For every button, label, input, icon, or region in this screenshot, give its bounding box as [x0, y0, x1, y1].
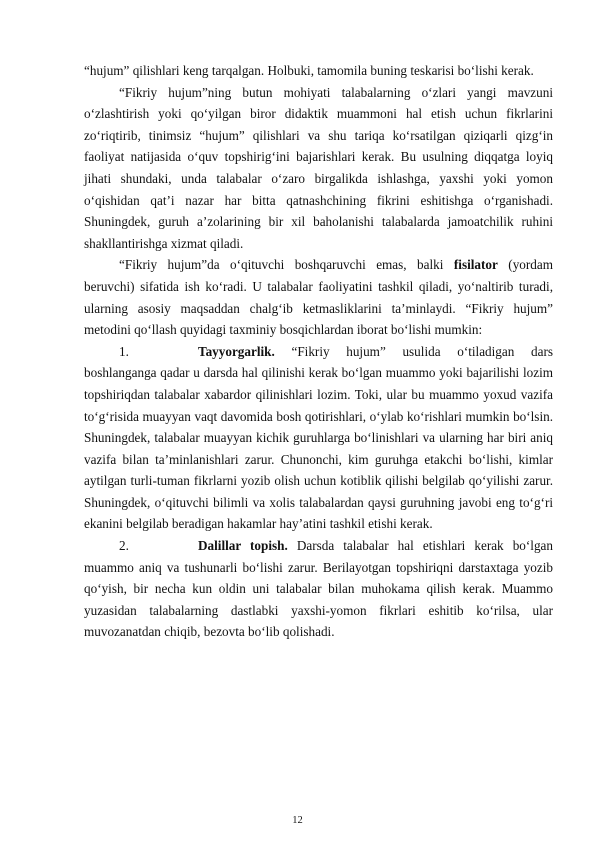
paragraph-3-end: (yordam beruvchi) sifatida ish ko‘radi. U talabalar faoliyatini tashkil qiladi, yo‘naltirib turadi, ularning asosiy maqsaddan chalg‘ib ketmasliklarini ta’minlaydi. “Fikriy hujum” metodini qo‘llash quyidagi taxminiy bosqichlardan iborat bo‘lishi mumkin:: [84, 257, 553, 338]
paragraph-3: [84, 254, 553, 340]
paragraph-3-start: “Fikriy hujum”da o‘qituvchi boshqaruvchi emas, balki: [119, 257, 454, 273]
paragraph-2: “Fikriy hujum”ning butun mohiyati talabalarning o‘zlari yangi mavzuni o‘zlashtirish yoki qo‘yilgan biror didaktik muammoni hal etish uchun fikrlarini zo‘riqtirib, tinimsiz “hujum” qilishlari va shu tariqa ko‘rsatilgan qiziqarli qizg‘in faoliyat natijasida o‘quv topshirig‘ini bajarishlari kerak. Bu usulning diqqatga loyiq jihati shundaki, unda talabalar o‘zaro birgalikda ishlashga, yaxshi yoki yomon o‘qishidan qat’i nazar har bitta qatnashchining fikrini eshitishga o‘rganishadi. Shuningdek, guruh a’zolarining bir xil baholanishi talabalarda jamoatchilik ruhini shakllantirishga xizmat qiladi.: [84, 84, 553, 251]
list-item-2-text: Darsda talabalar hal etishlari kerak bo‘lgan muammo aniq va tushunarli bo‘lishi zarur. Berilayotgan topshiriqni darstaxtaga yozib qo‘yish, bir necha kun oldin uni talabalar bilan muhokama qilish kerak. Muammo yuzasidan talabalarning dastlabki yaxshi-yomon fikrlari eshitib ko‘rilsa, ular muvozanatdan chiqib, bezovta bo‘lib qolishadi.: [84, 538, 553, 640]
list-item-2-title: Dalillar topish.: [198, 538, 288, 554]
paragraph-1: “hujum” qilishlari keng tarqalgan. Holbuki, tamomila buning teskarisi bo‘lishi kerak.: [84, 63, 534, 78]
page-number: 12: [292, 815, 303, 826]
list-item-1-text: “Fikriy hujum” usulida o‘tiladigan dars boshlanganga qadar u darsda hal qilinishi kerak bo‘lgan muammo yoki bajarilishi lozim topshiriqdan talabalar xabardor qilinishlari lozim. Toki, ular bu muammo yoxud vazifa to‘g‘risida muayyan vaqt davomida bosh qotirishlari, o‘ylab ko‘rishlari mumkin bo‘lsin. Shuningdek, talabalar muayyan kichik guruhlarga bo‘linishlari va ularning har biri aniq vazifa bilan ta’minlanishlari zarur. Chunonchi, kim guruhga etakchi bo‘lishi, kimlar aytilgan turli-tuman fikrlarni yozib olish uchun kotiblik qilishi belgilab qo‘yilishi zarur. Shuningdek, o‘qituvchi bilimli va xolis talabalardan qaysi guruhning javobi eng to‘g‘ri ekanini belgilab beradigan hakamlar hay’atini tashkil etishi kerak.: [84, 343, 553, 532]
body-text: [84, 60, 553, 643]
list-item-1-title: Tayyorgarlik.: [198, 343, 275, 359]
list-item-2: [84, 535, 553, 643]
paragraph-3-bold-term: fisilator: [453, 257, 498, 273]
list-item-1: [84, 341, 553, 535]
list-item-2-number: 2.: [119, 538, 129, 554]
list-item-1-number: 1.: [119, 343, 129, 359]
